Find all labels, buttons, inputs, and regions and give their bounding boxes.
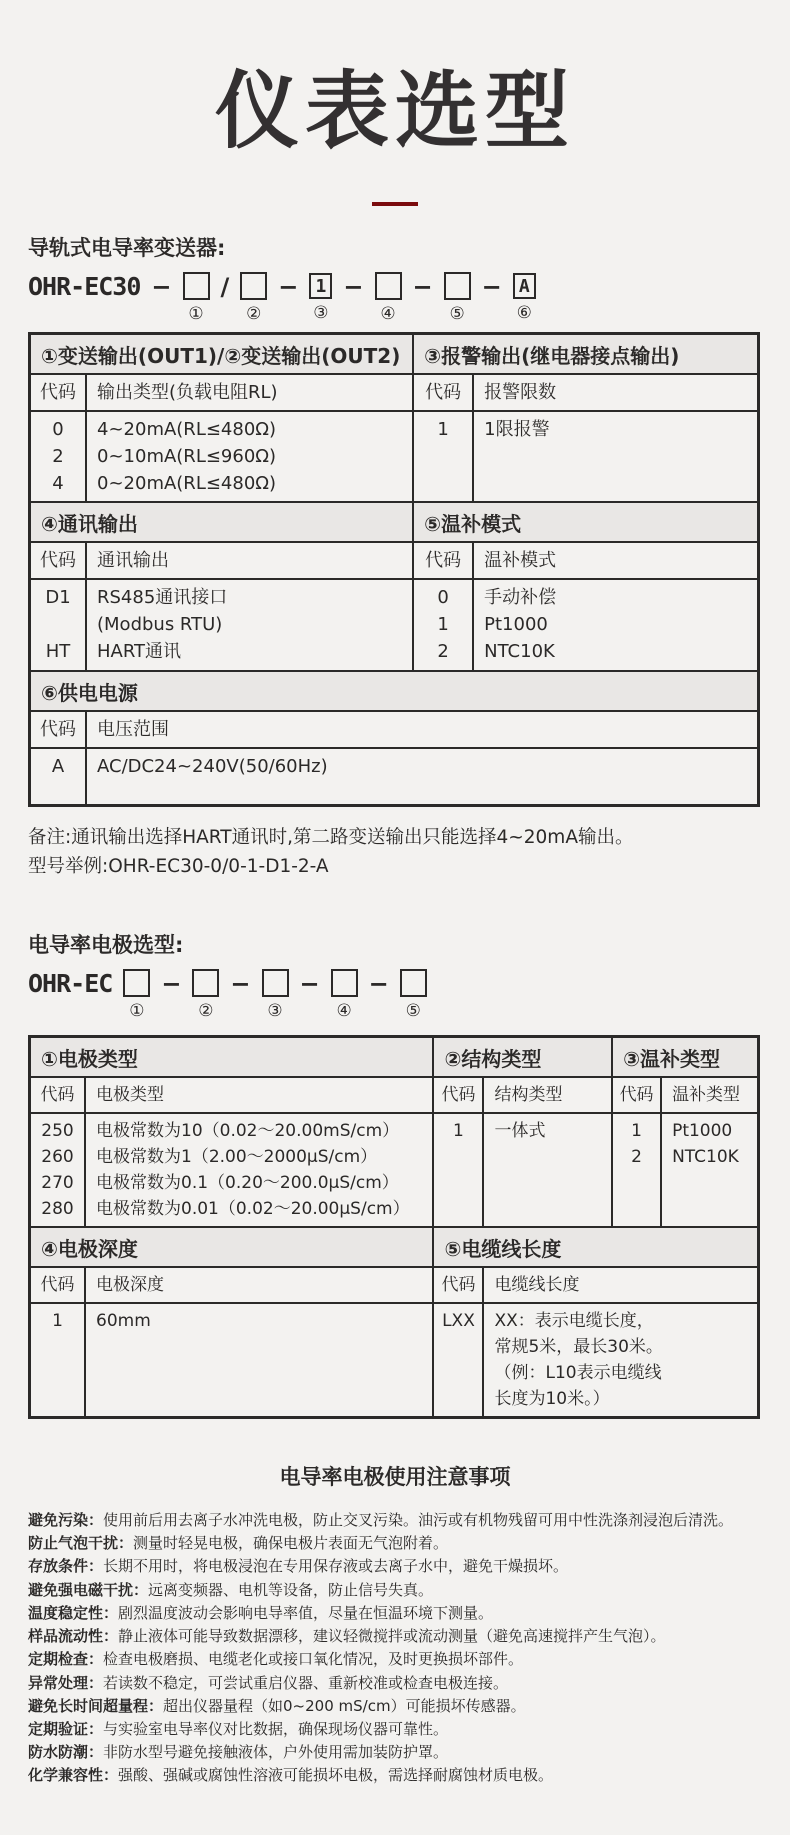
table-band <box>31 373 757 410</box>
data-rows-depth <box>31 1304 432 1416</box>
precaution-item <box>28 1695 762 1718</box>
code-header-cell: 代码 <box>619 1085 654 1106</box>
section-header-alarm: ③报警输出(继电器接点输出) <box>412 335 757 373</box>
type-header-cell: 温补类型 <box>672 1085 741 1106</box>
table-band <box>31 1112 757 1226</box>
data-rows-tempcomp <box>412 580 757 670</box>
model-slot <box>375 272 402 324</box>
code-cell: 2 <box>631 1147 642 1168</box>
code-cell: HT <box>45 641 71 663</box>
precautions-list <box>28 1509 762 1787</box>
value-cell: 常规5米，最长30米。 <box>494 1337 663 1358</box>
value-cell: 电极常数为0.1（0.20～200.0μS/cm） <box>96 1173 399 1194</box>
model-index-4: ④ <box>380 304 396 325</box>
data-rows-power <box>31 749 757 804</box>
type-header-cell: 温补模式 <box>484 550 557 572</box>
section-header-cable-length: ⑤电缆线长度 <box>432 1228 757 1266</box>
precaution-item <box>28 1625 762 1648</box>
value-cell: 一体式 <box>494 1121 546 1142</box>
precaution-label: 温度稳定性： <box>28 1603 119 1622</box>
model-slot <box>262 969 289 1021</box>
code-cell: 4 <box>52 473 64 495</box>
type-header-cell: 电缆线长度 <box>494 1275 580 1296</box>
model-index-3: ③ <box>267 1001 283 1022</box>
model-box-3 <box>262 969 289 997</box>
type-header-cell: 输出类型(负载电阻RL) <box>97 382 278 404</box>
precaution-text: 静止液体可能导致数据漂移，建议轻微搅拌或流动测量（避免高速搅拌产生气泡）。 <box>118 1627 666 1646</box>
model-index-3: ③ <box>313 303 329 324</box>
model-box-4 <box>375 272 402 300</box>
transmitter-section-heading: 导轨式电导率变送器: <box>28 236 226 261</box>
title-underline <box>372 202 418 206</box>
dash-separator: − <box>412 273 433 302</box>
code-header-cell: 代码 <box>441 1275 476 1296</box>
subheader-row <box>432 1078 611 1112</box>
model-prefix: OHR-EC30 <box>28 272 141 302</box>
dash-separator: − <box>368 970 389 999</box>
value-cell: 手动补偿 <box>484 587 557 609</box>
code-cell <box>434 1386 482 1412</box>
type-header-cell: 结构类型 <box>494 1085 563 1106</box>
precaution-text: 使用前后用去离子水冲洗电极，防止交叉污染。油污或有机物残留可用中性洗涤剂浸泡后清洗。 <box>103 1511 734 1530</box>
precaution-item <box>28 1509 762 1532</box>
precaution-text: 超出仪器量程（如0~200 mS/cm）可能损坏传感器。 <box>163 1696 526 1715</box>
model-index-6: ⑥ <box>516 303 532 324</box>
code-header-cell: 代码 <box>425 550 462 572</box>
precaution-text: 非防水型号避免接触液体，户外使用需加装防护罩。 <box>103 1743 449 1762</box>
dash-separator: − <box>161 970 182 999</box>
section-header-tempcomp-type: ③温补类型 <box>611 1038 757 1076</box>
code-header-cell: 代码 <box>40 1085 75 1106</box>
type-header-cell: 电极类型 <box>96 1085 164 1106</box>
model-slot <box>183 272 210 324</box>
precaution-label: 定期验证： <box>28 1719 104 1738</box>
table-band <box>31 670 757 710</box>
code-cell: 1 <box>437 419 449 441</box>
precaution-label: 避免长时间超量程： <box>28 1696 164 1715</box>
section-header-power: ⑥供电电源 <box>31 672 757 710</box>
precaution-label: 样品流动性： <box>28 1627 119 1646</box>
remark-line-2: 型号举例:OHR-EC30-0/0-1-D1-2-A <box>28 856 329 878</box>
precaution-text: 若读数不稳定，可尝试重启仪器、重新校准或检查电极连接。 <box>103 1673 509 1692</box>
model-index-1: ① <box>188 304 204 325</box>
value-cell: RS485通讯接口 <box>97 587 228 609</box>
model-slot <box>444 272 471 324</box>
precaution-text: 检查电极磨损、电缆老化或接口氧化情况，及时更换损坏部件。 <box>103 1650 524 1669</box>
code-cell: 1 <box>631 1121 642 1142</box>
model-index-1: ① <box>129 1001 145 1022</box>
precaution-label: 避免强电磁干扰： <box>28 1580 149 1599</box>
type-header-cell: 电压范围 <box>97 719 169 741</box>
model-box-3: 1 <box>309 273 332 299</box>
subheader-row <box>31 1078 432 1112</box>
subheader-row <box>412 543 757 578</box>
table-band <box>31 578 757 670</box>
dash-separator: − <box>481 273 502 302</box>
code-header-cell: 代码 <box>40 719 76 741</box>
value-cell: NTC10K <box>672 1147 739 1168</box>
value-cell: NTC10K <box>484 641 555 663</box>
code-cell: D1 <box>45 587 71 609</box>
table-band <box>31 1038 757 1076</box>
model-box-4 <box>331 969 358 997</box>
precaution-text: 远离变频器、电机等设备，防止信号失真。 <box>148 1580 434 1599</box>
code-header-cell: 代码 <box>40 1275 75 1296</box>
value-cell: 60mm <box>96 1311 151 1332</box>
code-cell: 280 <box>41 1199 74 1220</box>
value-cell: HART通讯 <box>97 641 182 663</box>
transmitter-selection-table <box>28 332 760 807</box>
model-box-5 <box>400 969 427 997</box>
precaution-label: 防水防潮： <box>28 1743 104 1762</box>
model-box-1 <box>123 969 150 997</box>
electrode-section-heading: 电导率电极选型: <box>28 933 184 958</box>
code-header-cell: 代码 <box>40 382 76 404</box>
section-header-depth: ④电极深度 <box>31 1228 432 1266</box>
remark-line-1: 备注:通讯输出选择HART通讯时,第二路变送输出只能选择4~20mA输出。 <box>28 827 634 849</box>
subheader-row <box>31 712 757 747</box>
section-header-tempcomp: ⑤温补模式 <box>412 503 757 541</box>
model-slot <box>400 969 427 1021</box>
precaution-label: 定期检查： <box>28 1650 104 1669</box>
precaution-item <box>28 1648 762 1671</box>
data-rows-cable-length <box>432 1304 757 1416</box>
precaution-label: 存放条件： <box>28 1557 104 1576</box>
model-prefix: OHR-EC <box>28 969 113 999</box>
precaution-text: 长期不用时，将电极浸泡在专用保存液或去离子水中，避免干燥损坏。 <box>103 1557 569 1576</box>
code-header-cell: 代码 <box>40 550 76 572</box>
subheader-row <box>611 1078 757 1112</box>
remarks-block <box>28 823 768 881</box>
precaution-item <box>28 1741 762 1764</box>
precaution-text: 剧烈温度波动会影响电导率值，尽量在恒温环境下测量。 <box>118 1603 494 1622</box>
subheader-row <box>432 1268 757 1302</box>
model-slot <box>192 969 219 1021</box>
code-cell: 1 <box>453 1121 464 1142</box>
subheader-row <box>31 543 412 578</box>
precaution-text: 强酸、强碱或腐蚀性溶液可能损坏电极，需选择耐腐蚀材质电极。 <box>118 1766 554 1785</box>
precaution-item <box>28 1672 762 1695</box>
data-rows-electrode-type <box>31 1114 432 1226</box>
electrode-model-code-line <box>28 969 790 1021</box>
precaution-item <box>28 1532 762 1555</box>
table-band <box>31 1302 757 1416</box>
dash-separator: − <box>230 970 251 999</box>
section-header-comm: ④通讯输出 <box>31 503 412 541</box>
precaution-item <box>28 1579 762 1602</box>
dash-separator: − <box>299 970 320 999</box>
model-box-1 <box>183 272 210 300</box>
table-band <box>31 710 757 747</box>
value-cell: 0~20mA(RL≤480Ω) <box>97 473 277 495</box>
precaution-item <box>28 1718 762 1741</box>
code-cell: 1 <box>52 1311 63 1332</box>
precaution-label: 化学兼容性： <box>28 1766 119 1785</box>
subheader-row <box>412 375 757 410</box>
dash-separator: − <box>343 273 364 302</box>
precaution-item <box>28 1602 762 1625</box>
code-cell: 2 <box>437 641 449 663</box>
precaution-label: 避免污染： <box>28 1511 104 1530</box>
precaution-label: 异常处理： <box>28 1673 104 1692</box>
section-header-structure: ②结构类型 <box>432 1038 611 1076</box>
code-cell: 0 <box>52 419 64 441</box>
value-cell: 长度为10米。） <box>494 1389 610 1410</box>
value-cell: （例：L10表示电缆线 <box>494 1363 662 1384</box>
transmitter-model-code-line <box>28 272 790 324</box>
model-index-4: ④ <box>336 1001 352 1022</box>
table-band <box>31 1226 757 1266</box>
model-box-6: A <box>513 273 536 299</box>
table-band <box>31 747 757 804</box>
model-index-5: ⑤ <box>405 1001 421 1022</box>
type-header-cell: 通讯输出 <box>97 550 169 572</box>
table-band <box>31 1266 757 1302</box>
code-cell: 1 <box>437 614 449 636</box>
data-rows-alarm <box>412 412 757 501</box>
model-slot <box>123 969 150 1021</box>
code-cell <box>434 1334 482 1360</box>
code-cell: 0 <box>437 587 449 609</box>
value-cell: (Modbus RTU) <box>97 614 223 636</box>
type-header-cell: 报警限数 <box>484 382 557 404</box>
table-band <box>31 1076 757 1112</box>
page-title: 仪表选型 <box>214 62 575 160</box>
precaution-item <box>28 1764 762 1787</box>
model-index-2: ② <box>198 1001 214 1022</box>
model-slot <box>513 272 536 323</box>
value-cell: AC/DC24~240V(50/60Hz) <box>97 756 328 778</box>
dash-separator: − <box>151 273 172 302</box>
value-cell: XX：表示电缆长度， <box>494 1311 654 1332</box>
model-index-5: ⑤ <box>449 304 465 325</box>
code-cell <box>31 611 85 638</box>
value-cell: 1限报警 <box>484 419 550 441</box>
value-cell: Pt1000 <box>672 1121 733 1142</box>
spec-sheet-page <box>0 64 790 1835</box>
value-cell: 电极常数为1（2.00～2000μS/cm） <box>96 1147 378 1168</box>
model-box-2 <box>192 969 219 997</box>
model-slot <box>309 272 332 323</box>
precaution-text: 测量时轻晃电极，确保电极片表面无气泡附着。 <box>133 1534 449 1553</box>
table-band <box>31 541 757 578</box>
value-cell: 电极常数为0.01（0.02～20.00μS/cm） <box>96 1199 410 1220</box>
code-cell: LXX <box>442 1311 475 1332</box>
value-cell: 电极常数为10（0.02～20.00mS/cm） <box>96 1121 400 1142</box>
section-header-electrode-type: ①电极类型 <box>31 1038 432 1076</box>
data-rows-out12 <box>31 412 412 501</box>
code-header-cell: 代码 <box>425 382 462 404</box>
model-box-5 <box>444 272 471 300</box>
code-cell: 260 <box>41 1147 74 1168</box>
model-slot <box>240 272 267 324</box>
data-rows-structure <box>432 1114 611 1226</box>
table-band <box>31 410 757 501</box>
data-rows-comm <box>31 580 412 670</box>
code-header-cell: 代码 <box>441 1085 476 1106</box>
code-cell: 270 <box>41 1173 74 1194</box>
data-rows-tempcomp-type <box>611 1114 757 1226</box>
model-box-2 <box>240 272 267 300</box>
value-cell: Pt1000 <box>484 614 548 636</box>
precaution-label: 防止气泡干扰： <box>28 1534 134 1553</box>
electrode-selection-table <box>28 1035 760 1419</box>
table-band <box>31 335 757 373</box>
model-index-2: ② <box>246 304 262 325</box>
type-header-cell: 电极深度 <box>96 1275 164 1296</box>
dash-separator: − <box>278 273 299 302</box>
slash-separator: / <box>220 273 230 302</box>
subheader-row <box>31 1268 432 1302</box>
code-cell: 250 <box>41 1121 74 1142</box>
model-slot <box>331 969 358 1021</box>
precaution-item <box>28 1555 762 1578</box>
code-cell: A <box>51 756 65 778</box>
code-cell: 2 <box>52 446 64 468</box>
section-header-out12: ①变送输出(OUT1)/②变送输出(OUT2) <box>31 335 412 373</box>
value-cell: 0~10mA(RL≤960Ω) <box>97 446 277 468</box>
precautions-title: 电导率电极使用注意事项 <box>279 1465 511 1490</box>
table-band <box>31 501 757 541</box>
precaution-text: 与实验室电导率仪对比数据，确保现场仪器可靠性。 <box>103 1719 449 1738</box>
code-cell <box>434 1360 482 1386</box>
subheader-row <box>31 375 412 410</box>
value-cell: 4~20mA(RL≤480Ω) <box>97 419 277 441</box>
